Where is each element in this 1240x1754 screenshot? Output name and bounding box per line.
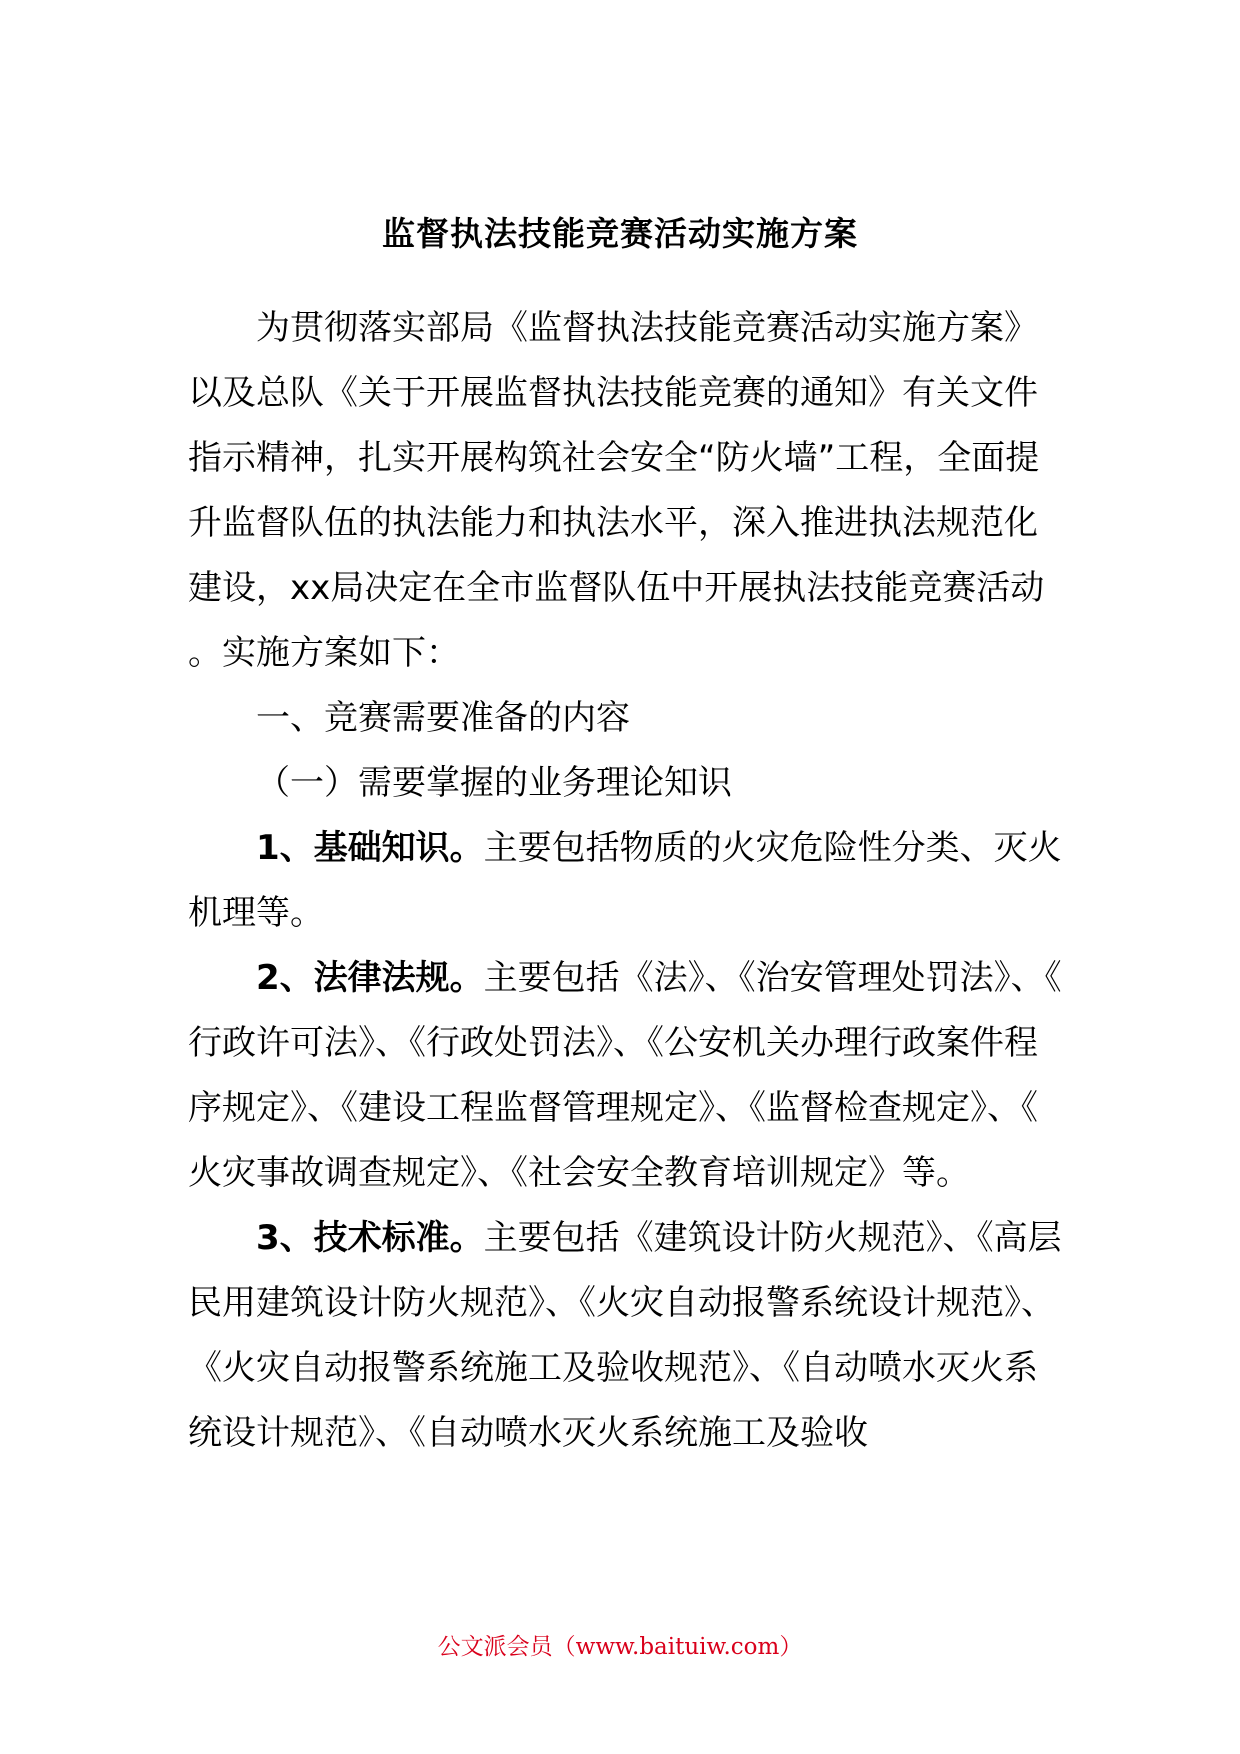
subsection-heading: （一）需要掌握的业务理论知识 (256, 763, 732, 803)
item-text: 主要包括《法》、《治安管理处罚法》、《行政许可法》、《行政处罚法》、《公安机关办理行政案件程序规定》、《建设工程监督管理规定》、《监督检查规定》、《火灾事故调查规定》、《社会安全教育培训规定》等。 (188, 958, 1062, 1193)
footer-watermark: 公文派会员（www.baituiw.com） (437, 1634, 803, 1660)
item-lead: 3、技术标准。 (256, 1218, 484, 1258)
item-laws-regulations (188, 946, 1068, 1206)
item-technical-standards (188, 1206, 1068, 1466)
item-basic-knowledge (188, 816, 1068, 946)
document-title: 监督执法技能竞赛活动实施方案 (382, 214, 858, 253)
item-lead: 1、基础知识。 (256, 828, 484, 868)
section-heading: 一、竞赛需要准备的内容 (256, 698, 630, 738)
document-body (188, 296, 1068, 1466)
intro-paragraph: 为贯彻落实部局《监督执法技能竞赛活动实施方案》以及总队《关于开展监督执法技能竞赛的通知》有关文件指示精神，扎实开展构筑社会安全“防火墙”工程，全面提升监督队伍的执法能力和执法水平，深入推进执法规范化建设，xx局决定在全市监督队伍中开展执法技能竞赛活动。实施方案如下： (188, 308, 1045, 673)
item-lead: 2、法律法规。 (256, 958, 484, 998)
item-text: 主要包括物质的火灾危险性分类、灭火机理等。 (188, 828, 1062, 933)
item-text: 主要包括《建筑设计防火规范》、《高层民用建筑设计防火规范》、《火灾自动报警系统设计规范》、《火灾自动报警系统施工及验收规范》、《自动喷水灭火系统设计规范》、《自动喷水灭火系统施工及验收 (188, 1218, 1062, 1453)
